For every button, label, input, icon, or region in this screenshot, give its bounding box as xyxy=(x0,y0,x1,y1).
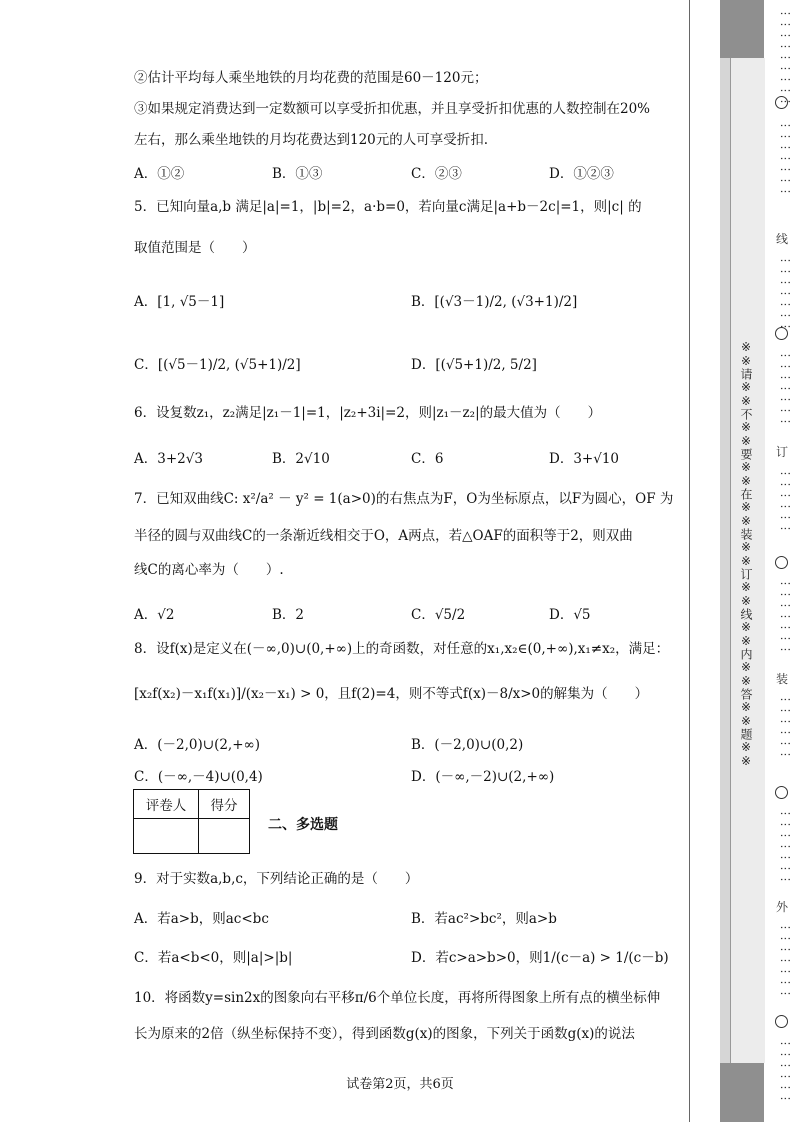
q6-option-c: C．6 xyxy=(411,451,444,467)
margin-label-ding: 订 xyxy=(775,445,788,459)
q7-stem-line3: 线C的离心率为（ ）. xyxy=(134,562,284,578)
binding-strip-bottom-cap xyxy=(720,1063,764,1122)
q4-option-b: B．①③ xyxy=(272,166,323,182)
score-table-reviewer-cell xyxy=(134,819,199,854)
score-table-reviewer-header: 评卷人 xyxy=(134,790,199,819)
q5-option-c: C．[(√5－1)/2, (√5+1)/2] xyxy=(134,357,301,373)
q4-item2: ②估计平均每人乘坐地铁的月均花费的范围是60－120元； xyxy=(134,70,488,86)
q5-option-a: A．[1, √5－1] xyxy=(134,294,225,310)
binding-strip-top-cap xyxy=(720,0,764,58)
q7-stem-line2: 半径的圆与双曲线C的一条渐近线相交于O，A两点，若△OAF的面积等于2，则双曲 xyxy=(134,528,633,544)
q9-option-d: D．若c>a>b>0，则1/(c－a) > 1/(c－b) xyxy=(411,950,669,966)
q5-option-b: B．[(√3－1)/2, (√3+1)/2] xyxy=(411,294,578,310)
q10-stem-line2: 长为原来的2倍（纵坐标保持不变），得到函数g(x)的图象，下列关于函数g(x)的说法 xyxy=(134,1026,635,1042)
score-table-score-cell xyxy=(199,819,250,854)
q7-option-a: A．√2 xyxy=(134,607,175,623)
q5-stem-line1: 5．已知向量a,b 满足|a|=1，|b|=2，a·b=0，若向量c满足|a+b－2c|=1，则|c| 的 xyxy=(134,199,642,215)
cut-line-dots: ⋮⋮⋮⋮⋮⋮⋮ xyxy=(779,350,792,427)
cut-line-dots: ⋮⋮⋮⋮⋮⋮⋮ xyxy=(779,120,792,197)
score-table-score-header: 得分 xyxy=(199,790,250,819)
q8-stem-line2: [x₂f(x₂)－x₁f(x₁)]/(x₂－x₁) > 0，且f(2)=4，则不等式f(x)－8/x>0的解集为（ ） xyxy=(134,686,649,702)
cut-line-circle-icon xyxy=(775,1015,788,1028)
q5-stem-line2: 取值范围是（ ） xyxy=(134,240,256,256)
q9-option-b: B．若ac²>bc²，则a>b xyxy=(411,911,557,927)
q4-item3-line1: ③如果规定消费达到一定数额可以享受折扣优惠，并且享受折扣优惠的人数控制在20% xyxy=(134,101,651,117)
cut-line-dots: ⋮⋮⋮⋮⋮⋮⋮ xyxy=(779,255,792,332)
q7-option-c: C．√5/2 xyxy=(411,607,466,623)
q8-option-d: D．(－∞,－2)∪(2,+∞) xyxy=(411,769,555,785)
cut-line-dots: ⋮⋮⋮⋮⋮⋮⋮ xyxy=(779,578,792,655)
cut-line-circle-icon xyxy=(775,786,788,799)
q4-option-c: C．②③ xyxy=(411,166,462,182)
q8-stem-line1: 8．设f(x)是定义在(－∞,0)∪(0,+∞)上的奇函数，对任意的x₁,x₂∈(0,+∞),x₁≠x₂，满足： xyxy=(134,641,670,657)
q9-option-c: C．若a<b<0，则|a|>|b| xyxy=(134,950,293,966)
cut-line-circle-icon xyxy=(775,327,788,340)
cut-line-dots: ⋮⋮⋮⋮⋮⋮ xyxy=(779,468,792,534)
section-title: 二、多选题 xyxy=(268,817,338,833)
score-table xyxy=(133,789,250,854)
q8-option-a: A．(－2,0)∪(2,+∞) xyxy=(134,737,261,753)
cut-line-dots: ⋮⋮⋮⋮⋮⋮⋮ xyxy=(779,922,792,999)
q8-option-c: C．(－∞,－4)∪(0,4) xyxy=(134,769,263,785)
q8-option-b: B．(－2,0)∪(0,2) xyxy=(411,737,524,753)
q4-item3-line2: 左右，那么乘坐地铁的月均花费达到120元的人可享受折扣. xyxy=(134,132,489,148)
cut-line-dots: ⋮⋮⋮⋮⋮⋮ xyxy=(779,1038,792,1104)
binding-notice: ※※请※※不※※要※※在※※装※※订※※线※※内※※答※※题※※ xyxy=(739,340,753,768)
cut-line-column xyxy=(772,0,794,1122)
page-footer: 试卷第2页，共6页 xyxy=(346,1077,454,1092)
q4-option-d: D．①②③ xyxy=(549,166,614,182)
cut-line-circle-icon xyxy=(775,96,788,109)
cut-line-circle-icon xyxy=(775,556,788,569)
q7-option-d: D．√5 xyxy=(549,607,591,623)
q9-option-a: A．若a>b，则ac<bc xyxy=(134,911,269,927)
q6-option-d: D．3+√10 xyxy=(549,451,620,467)
margin-label-xian: 线 xyxy=(775,232,788,246)
q7-option-b: B．2 xyxy=(272,607,305,623)
binding-margin-blank xyxy=(689,0,721,1122)
q6-stem: 6．设复数z₁，z₂满足|z₁－1|=1，|z₂+3i|=2，则|z₁－z₂|的最大值为（ ） xyxy=(134,405,602,421)
margin-label-wai: 外 xyxy=(775,900,788,914)
q6-option-a: A．3+2√3 xyxy=(134,451,203,467)
q7-stem-line1: 7．已知双曲线C: x²/a² － y² = 1(a>0)的右焦点为F，O为坐标原点，以F为圆心，OF 为 xyxy=(134,491,674,507)
cut-line-dots: ⋮⋮⋮⋮⋮⋮⋮⋮⋮ xyxy=(779,8,792,107)
margin-label-zhuang: 装 xyxy=(775,672,788,686)
q10-stem-line1: 10．将函数y=sin2x的图象向右平移π/6个单位长度，再将所得图象上所有点的横坐标伸 xyxy=(134,990,661,1006)
q9-stem: 9．对于实数a,b,c，下列结论正确的是（ ） xyxy=(134,871,419,887)
q4-option-a: A．①② xyxy=(134,166,185,182)
q6-option-b: B．2√10 xyxy=(272,451,330,467)
q5-option-d: D．[(√5+1)/2, 5/2] xyxy=(411,357,537,373)
cut-line-dots: ⋮⋮⋮⋮⋮⋮⋮ xyxy=(779,808,792,885)
cut-line-dots: ⋮⋮⋮⋮⋮⋮ xyxy=(779,694,792,760)
